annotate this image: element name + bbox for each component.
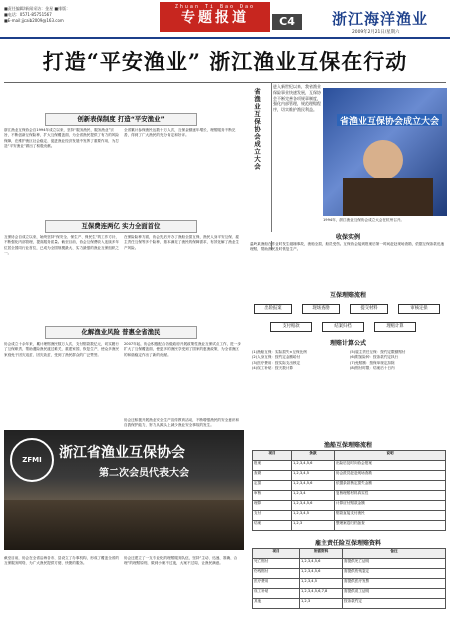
photo-side-text: 进入新世纪以来，我省渔业保险事业快速发展，互保协会不断完善各项规章制度，强化内部管理，规范理赔程序，切实维护渔民利益。 (273, 84, 321, 113)
page-headline: 打造“平安渔业” 浙江渔业互保在行动 (42, 49, 408, 74)
contact-line: ■电话：0571-85751567 (4, 12, 52, 17)
table-cell: 支付 (253, 511, 292, 521)
headline-divider (4, 82, 446, 83)
table-row (253, 559, 446, 569)
founding-meeting-photo (323, 88, 447, 216)
table-header-row (253, 549, 446, 559)
flow-step: 现场查勘 (302, 304, 340, 314)
top-divider (0, 37, 450, 39)
table-cell: 其他 (253, 599, 300, 609)
table-cell: 计算应付赔款金额 (335, 501, 446, 511)
table-row (253, 491, 446, 501)
page-number: C4 (272, 14, 302, 30)
section-title: 理赔计算公式 (250, 338, 446, 347)
table-cell: 1,2,3,4 (292, 491, 335, 501)
table-cell: 伤残赔付 (253, 569, 300, 579)
section-logo (160, 2, 270, 32)
table-cell: 审核 (253, 491, 292, 501)
table-cell: 1,2,3,4,5,6,7,8 (300, 589, 343, 599)
vertical-caption-box (247, 82, 272, 250)
flow-step: 支付赔款 (270, 322, 312, 332)
photo-caption: 1994年，浙江渔业互保协会成立大会在杭州召开。 (323, 218, 405, 222)
subhead-banner: 创新表保制度 打造“平安渔业” (45, 113, 197, 126)
table-cell: 1,2,3 (300, 599, 343, 609)
contact-line: ■E-mail:jjcaib2009@163.com (4, 18, 64, 23)
documents-table (252, 548, 446, 609)
article-paragraph: 协会还建立了一支专业化的理赔服务队伍，坚持“主动、迅速、准确、合理”的理赔原则，做到小案不过夜，大案不过周，让渔民满意。 (124, 556, 238, 566)
formula-list: (5)雇主责任互保：按约定限额赔付 (6)附加险种：按条款约定执行 (7)免赔额：按保单规定扣除 (8)赔付时限：结案后十日内 (350, 350, 406, 371)
table-row (253, 501, 446, 511)
table-cell: 需提供伤残鉴定 (343, 569, 446, 579)
table-cell: 1,2,3,4,5,6 (292, 501, 335, 511)
association-logo: ZFMI (10, 438, 54, 482)
table-row (253, 461, 446, 471)
column-header: 项目 (253, 451, 292, 461)
table-cell: 需提供医疗发票 (343, 579, 446, 589)
table-cell: 赔款直接支付渔民 (335, 511, 446, 521)
issue-date: 2009年2月21日/星期六 (352, 30, 400, 35)
table-cell: 结案 (253, 521, 292, 531)
formula-list: (1)渔船互保：实际损失×互保比例 (2)人身互保：按约定金额给付 (3)医疗费用：按实际支出核定 (4)误工补贴：按天数计算 (252, 350, 307, 371)
table-header-row (253, 451, 446, 461)
flow-step: 出险报案 (254, 304, 292, 314)
column-header: 说明 (335, 451, 446, 461)
flow-step: 理赔计算 (374, 322, 416, 332)
flow-step: 提交材料 (350, 304, 388, 314)
table-cell: 1,2,3,4,5 (292, 471, 335, 481)
table-cell: 误工补贴 (253, 589, 300, 599)
table-row (253, 511, 446, 521)
table-row (253, 481, 446, 491)
table-row (253, 521, 446, 531)
section-title: 互保理赔流程 (250, 290, 446, 299)
table-cell: 1,2,3,4,5 (300, 579, 343, 589)
table-cell: 按条款约定 (343, 599, 446, 609)
contact-line: ■责任编辑/新闻采访：金星 ■排版： (4, 6, 71, 11)
column-header: 条款 (292, 451, 335, 461)
table-title: 渔船互保理赔流程 (250, 440, 446, 449)
article-paragraph: 协会还积极开展渔业安全生产宣传教育活动，不断增强渔民的安全意识和自我保护能力，努力从源头上减少渔业安全事故的发生。 (124, 418, 239, 428)
article-paragraph: 截至目前，协会在全省沿海各市、县设立了办事机构，形成了覆盖全省的互保服务网络，为广大渔民提供方便、快捷的服务。 (4, 556, 119, 566)
banner-line-2: 第二次会员代表大会 (99, 468, 189, 479)
table-cell: 需提供误工证明 (343, 589, 446, 599)
podium (343, 178, 433, 216)
article-paragraph: 互保协会自成立以来，始终坚持“保安全、保生产、保民生”的工作方针，不断强化内部管理，提高服务质量。截至目前，协会互保费收入连续多年位居全国同行业首位，已成为全国规模最大、实力最强的渔业互保组织之一。 (4, 235, 120, 256)
table-row (253, 579, 446, 589)
table-row (253, 569, 446, 579)
article-paragraph: 浙江渔业互保协会自1994年成立以来，坚持“服务渔民、服务渔业”宗旨，不断创新互保险种，扩大互保覆盖面，为全省渔民提供了有力的风险保障，在维护渔区社会稳定、促进渔业经济发展中发挥了重要作用，为打造“平安渔业”做出了积极贡献。 (4, 128, 119, 149)
article-paragraph: 全省累计参保渔民达数十万人次，互保金额逐年增长，理赔服务不断完善，得到了广大渔民的充分肯定和好评。 (124, 128, 236, 138)
column-header: 所需资料 (300, 549, 343, 559)
speaker-figure (363, 140, 403, 180)
section-title: 收保实例 (250, 232, 446, 241)
conference-photo (4, 430, 244, 550)
banner-line-1: 浙江省渔业互保协会 (59, 445, 185, 461)
process-table (252, 450, 446, 531)
article-paragraph: 在保险险种方面，协会先后开办了渔船全损互保、渔民人身平安互保、雇主责任互保等多个险种，基本满足了渔民的保障需求，有效化解了渔业生产风险。 (124, 235, 239, 250)
article-paragraph: 协会成立十余年来，累计理赔渔民数万人次，支付赔款数亿元，切实履行了互保职责，帮助遇险渔民渡过难关，重建家园，恢复生产，使众多渔民家庭免于因灾返贫、因灾致贫，受到了渔民群众的广泛赞誉。 (4, 342, 119, 357)
column-header: 备注 (343, 549, 446, 559)
table-cell: 协会派员赶赴现场查勘 (335, 471, 446, 481)
article-paragraph: 2007年起，协会积极配合各级政府开展政策性渔业互保试点工作，进一步扩大了互保覆盖面，使更多的渔民享受到了国家的惠渔政策，为全省渔区的和谐稳定作出了新的贡献。 (124, 342, 241, 357)
section-pinyin: Zhuan Ti Bao Dao (174, 4, 256, 10)
audience-area (4, 500, 244, 550)
newspaper-brand: 浙江海洋渔业 (332, 10, 429, 28)
table-cell: 1,2,3,4,5 (292, 511, 335, 521)
meeting-banner: 省渔业互保协会成立大会 (337, 114, 442, 126)
masthead-contacts (4, 6, 134, 24)
table-cell: 需提供死亡证明 (343, 559, 446, 569)
table-cell: 医疗费用 (253, 579, 300, 589)
table-title: 雇主责任险互保理赔资料 (250, 538, 446, 547)
column-header: 项目 (253, 549, 300, 559)
subhead-banner: 互保费连两亿 实力全面首位 (45, 220, 197, 233)
table-cell: 1,2,3,4,5,6 (300, 559, 343, 569)
table-cell: 查勘 (253, 471, 292, 481)
table-cell: 定损 (253, 481, 292, 491)
article-paragraph: 温岭某渔船在作业时发生碰撞事故，渔船全损，船员受伤。互保协会接到报案后第一时间赶赴现场查勘，依据互保条款迅速理赔，帮助渔民及时恢复生产。 (250, 242, 445, 252)
flow-step: 结案归档 (322, 322, 364, 332)
subhead-banner: 化解渔业风险 普惠全省渔民 (45, 326, 197, 339)
table-cell: 出险后及时向协会报案 (335, 461, 446, 471)
table-cell: 理算 (253, 501, 292, 511)
table-cell: 依据条款核定损失金额 (335, 481, 446, 491)
table-cell: 1,2,3,4,5,6 (300, 569, 343, 579)
table-row (253, 471, 446, 481)
table-row (253, 599, 446, 609)
section-title: 专题报道 (181, 10, 249, 26)
vertical-caption: 省渔业互保协会成立大会 (253, 88, 261, 171)
flow-step: 审核定损 (398, 304, 440, 314)
table-cell: 整理案卷归档备查 (335, 521, 446, 531)
table-cell: 报案 (253, 461, 292, 471)
table-cell: 复核理赔材料真实性 (335, 491, 446, 501)
table-cell: 死亡赔付 (253, 559, 300, 569)
table-cell: 1,2,3 (292, 521, 335, 531)
table-cell: 1,2,3,4,5,6 (292, 481, 335, 491)
table-cell: 1,2,3,4,5,6 (292, 461, 335, 471)
table-row (253, 589, 446, 599)
